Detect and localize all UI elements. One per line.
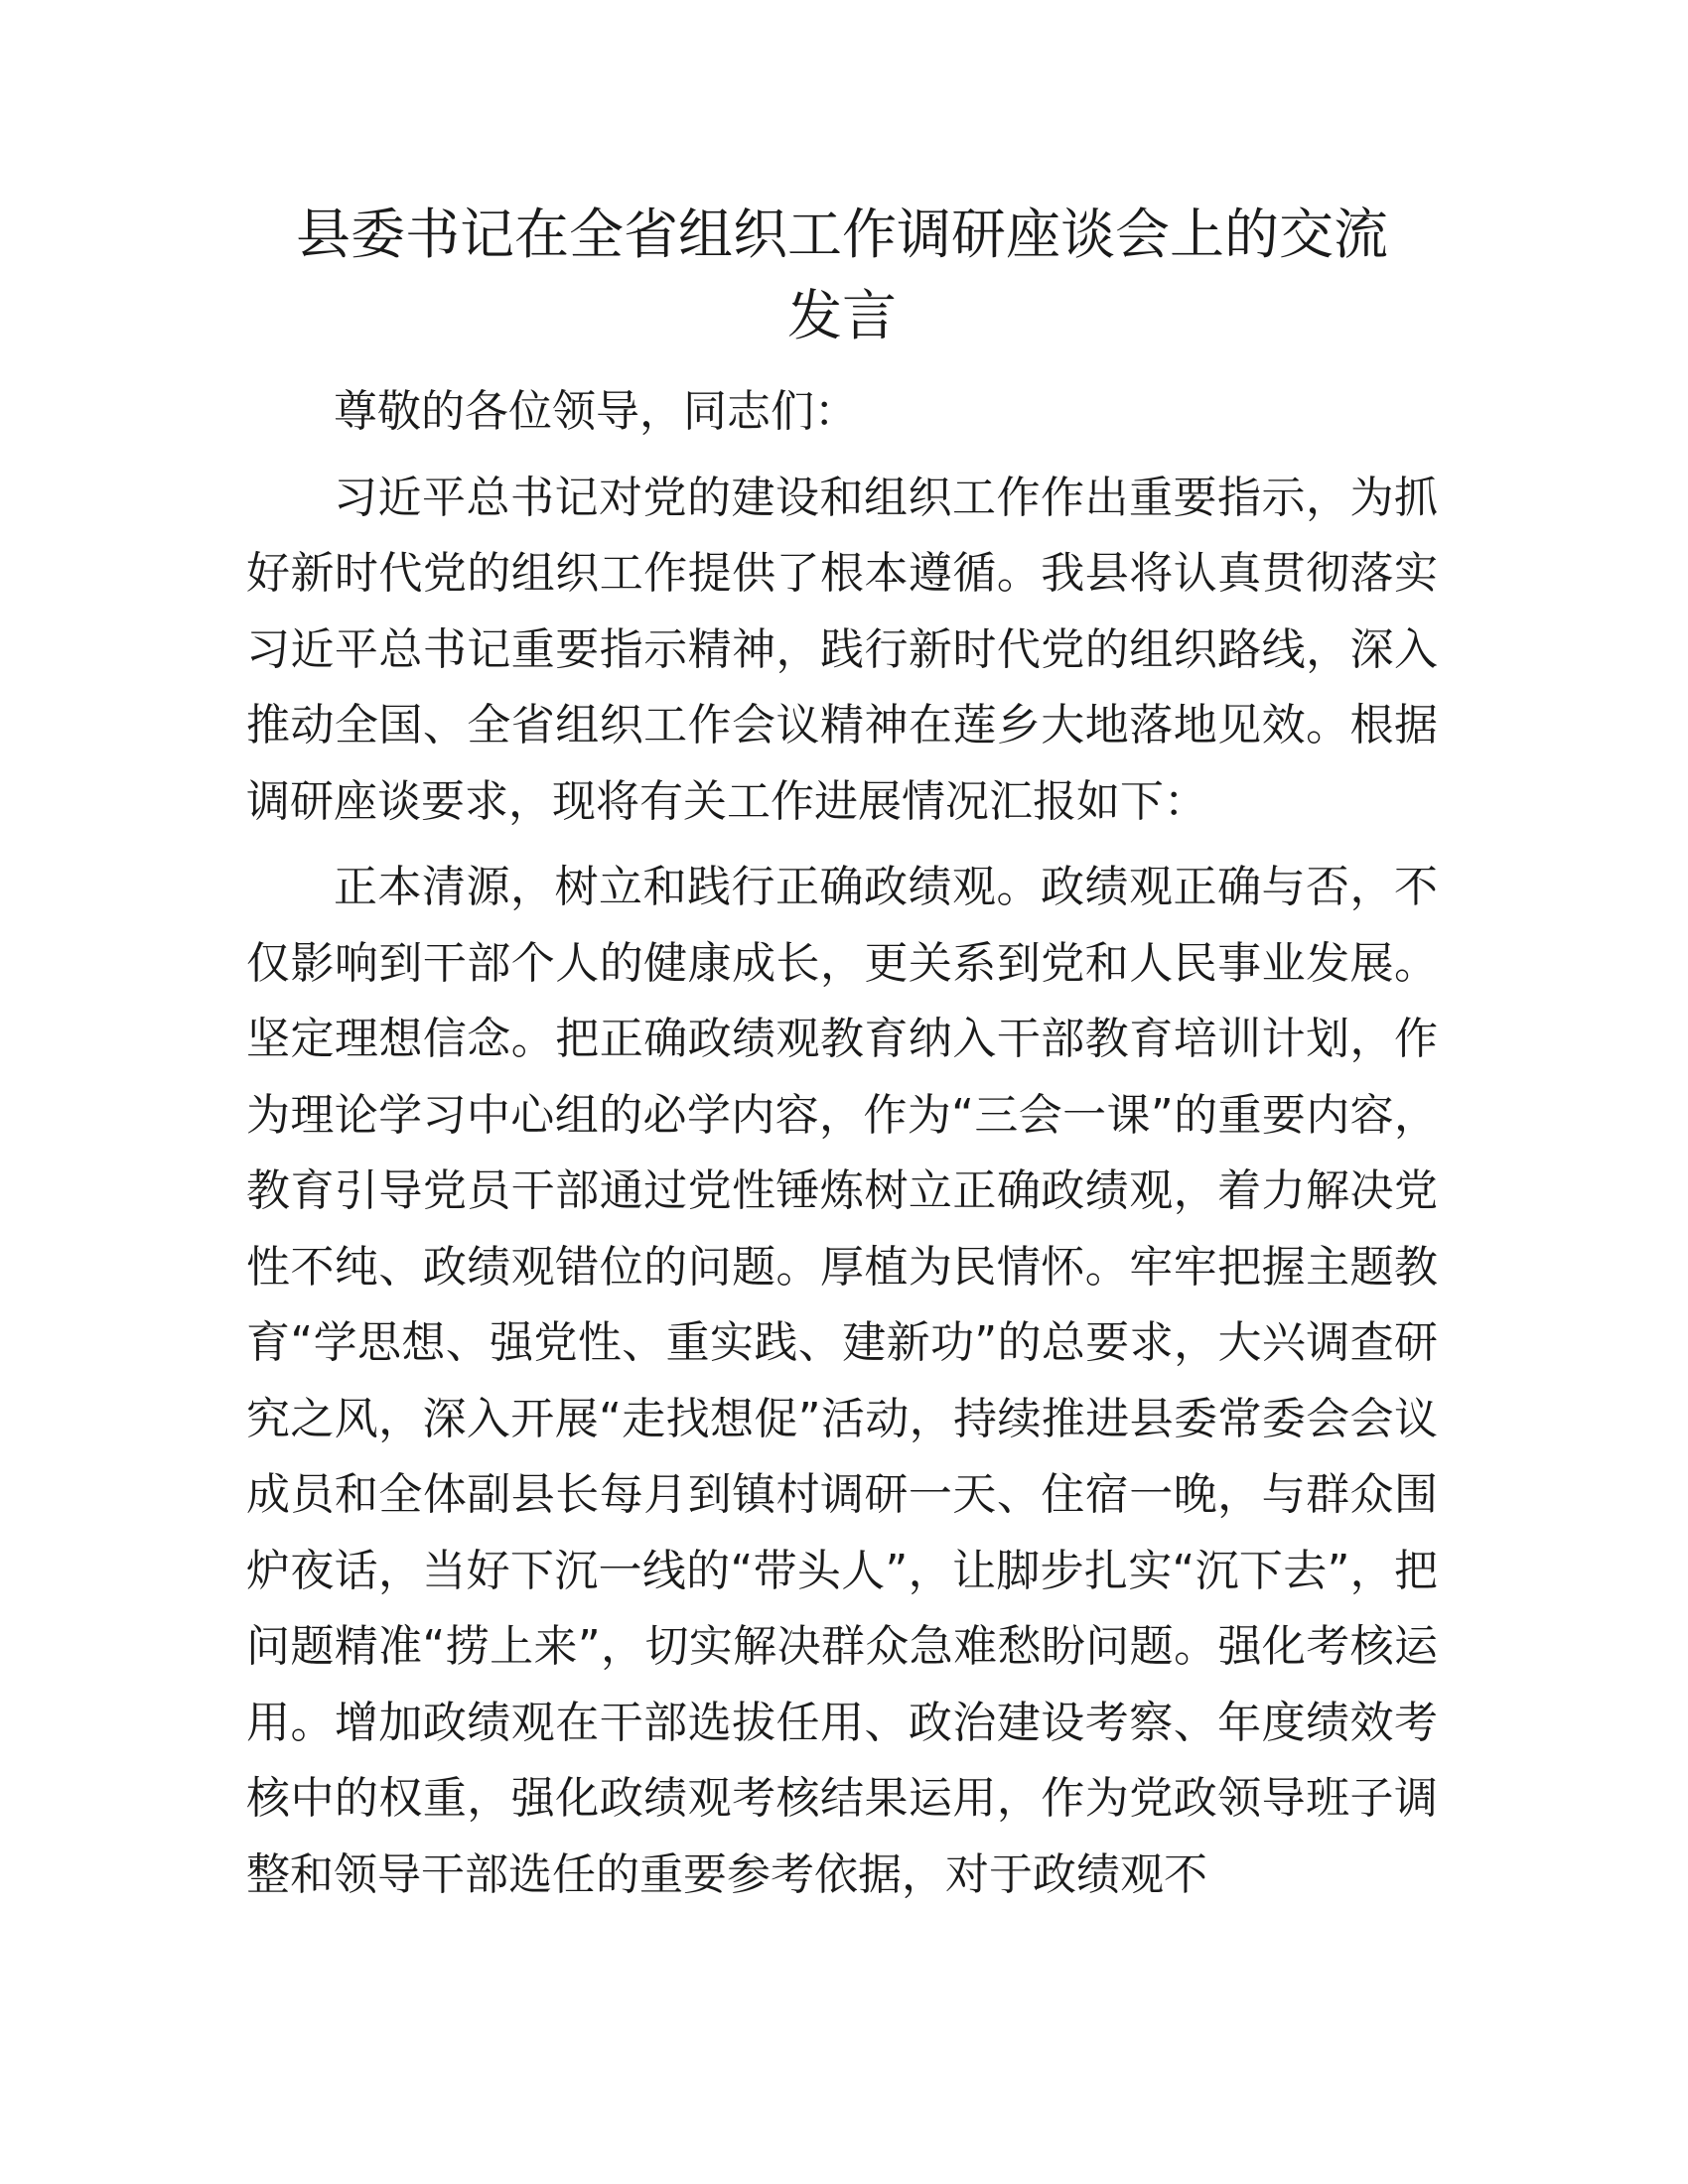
document-title (246, 194, 1438, 356)
paragraph-intro: 习近平总书记对党的建设和组织工作作出重要指示，为抓好新时代党的组织工作提供了根本遵循。我县将认真贯彻落实习近平总书记重要指示精神，践行新时代党的组织路线，深入推动全国、全省组织工作会议精神在莲乡大地落地见效。根据调研座谈要求，现将有关工作进展情况汇报如下： (246, 472, 1438, 827)
document-body (246, 374, 1438, 1913)
title-line-1: 县委书记在全省组织工作调研座谈会上的交流 (295, 203, 1388, 266)
title-line-2: 发言 (786, 284, 897, 347)
paragraph-performance-view: 正本清源，树立和践行正确政绩观。政绩观正确与否，不仅影响到干部个人的健康成长，更关系到党和人民事业发展。坚定理想信念。把正确政绩观教育纳入干部教育培训计划，作为理论学习中心组的必学内容，作为“三会一课”的重要内容，教育引导党员干部通过党性锤炼树立正确政绩观，着力解决党性不纯、政绩观错位的问题。厚植为民情怀。牢牢把握主题教育“学思想、强党性、重实践、建新功”的总要求，大兴调查研究之风，深入开展“走找想促”活动，持续推进县委常委会会议成员和全体副县长每月到镇村调研一天、住宿一晚，与群众围炉夜话，当好下沉一线的“带头人”，让脚步扎实“沉下去”，把问题精准“捞上来”，切实解决群众急难愁盼问题。强化考核运用。增加政绩观在干部选拔任用、政治建设考察、年度绩效考核中的权重，强化政绩观考核结果运用，作为党政领导班子调整和领导干部选任的重要参考依据，对于政绩观不 (246, 862, 1438, 1900)
document-page (246, 194, 1438, 1913)
salutation: 尊敬的各位领导，同志们： (334, 386, 858, 437)
